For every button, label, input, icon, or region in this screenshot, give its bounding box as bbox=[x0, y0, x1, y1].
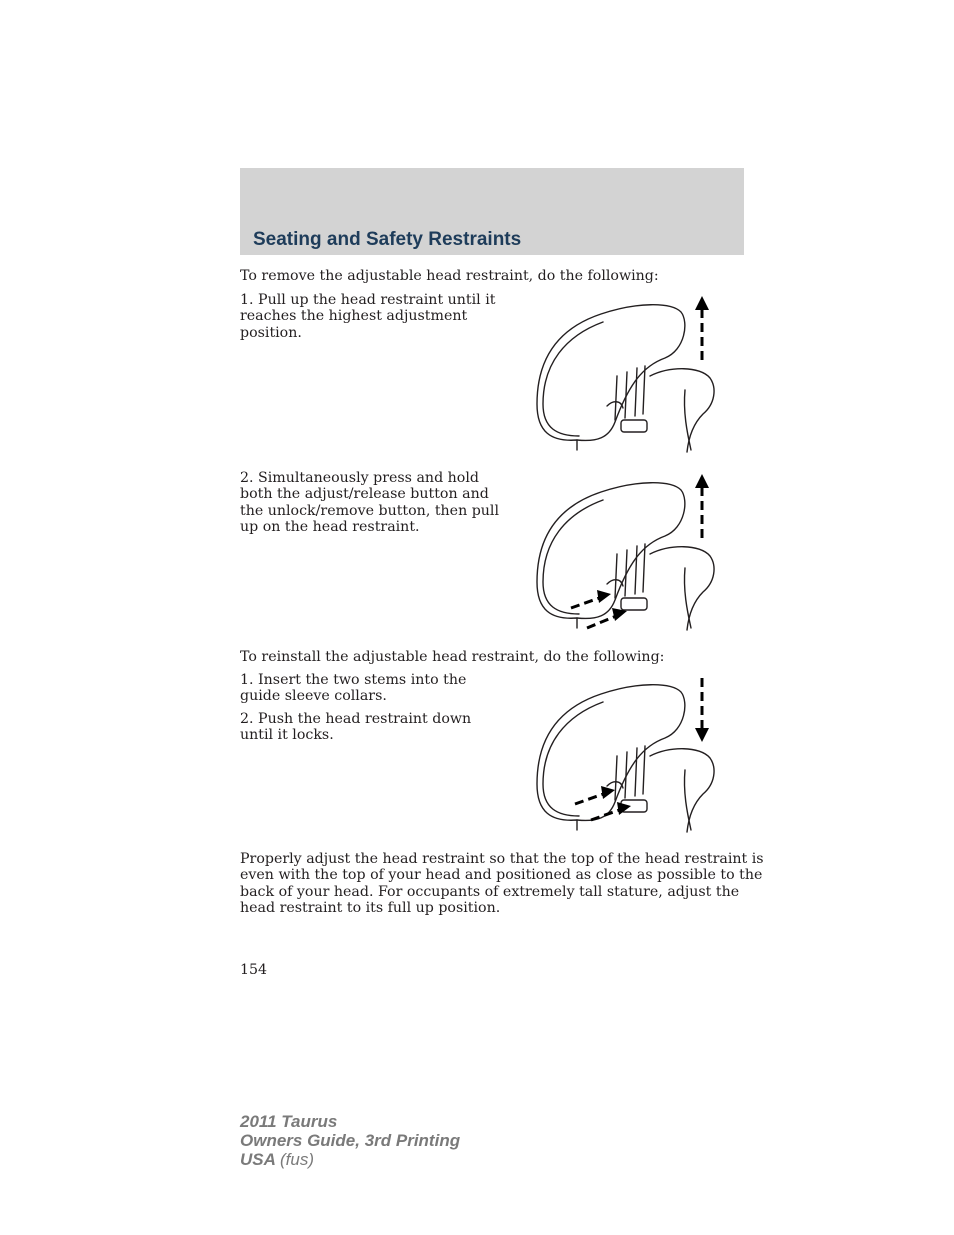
reinstall-step-2-line: 2. Push the head restraint down bbox=[240, 711, 472, 727]
document-footer bbox=[240, 1112, 460, 1169]
reinstall-step-2 bbox=[240, 711, 471, 744]
advice-line: even with the top of your head and positioned as close as possible to the bbox=[240, 867, 763, 884]
head-restraint-outline bbox=[537, 483, 685, 619]
figure-push-down-head-restraint bbox=[525, 676, 725, 836]
seatback-edge bbox=[684, 770, 691, 830]
remove-step-1-line: reaches the highest adjustment bbox=[240, 308, 468, 325]
seatback-outline bbox=[650, 547, 714, 630]
advice-line: head restraint to its full up position. bbox=[240, 900, 501, 917]
reinstall-step-2-line: until it locks. bbox=[240, 727, 334, 744]
remove-step-2-line: up on the head restraint. bbox=[240, 519, 420, 536]
remove-step-1-line: position. bbox=[240, 324, 302, 341]
head-restraint-inner bbox=[543, 322, 603, 436]
release-button bbox=[621, 598, 647, 610]
footer-model: 2011 Taurus bbox=[240, 1112, 338, 1131]
footer-market-region: USA bbox=[240, 1150, 276, 1169]
stem-rear bbox=[635, 746, 645, 796]
adjustment-advice bbox=[240, 851, 764, 917]
footer-market bbox=[240, 1150, 460, 1169]
advice-line: Properly adjust the head restraint so that the top of the head restraint is bbox=[240, 851, 764, 867]
remove-step-2-line: both the adjust/release button and bbox=[240, 486, 489, 503]
reinstall-step-1-line: 1. Insert the two stems into the bbox=[240, 672, 467, 688]
footer-edition: Owners Guide, 3rd Printing bbox=[240, 1131, 461, 1150]
head-restraint-outline bbox=[537, 305, 685, 441]
head-restraint-inner bbox=[543, 500, 603, 614]
stem-rear bbox=[635, 544, 645, 594]
footer-market-code: (fus) bbox=[280, 1150, 314, 1169]
page-number: 154 bbox=[240, 962, 268, 978]
seatback-outline bbox=[650, 749, 714, 832]
head-restraint-inner bbox=[543, 702, 603, 816]
head-restraint-outline bbox=[537, 685, 685, 821]
remove-step-2-line: 2. Simultaneously press and hold bbox=[240, 470, 479, 486]
stem-rear bbox=[635, 366, 645, 416]
seatback-edge bbox=[684, 568, 691, 628]
figure-pull-up-head-restraint bbox=[525, 296, 725, 456]
advice-line: back of your head. For occupants of extremely tall stature, adjust the bbox=[240, 883, 740, 900]
release-button bbox=[621, 420, 647, 432]
stem-front bbox=[615, 550, 627, 598]
remove-step-1-line: 1. Pull up the head restraint until it bbox=[240, 292, 496, 308]
remove-step-2-line: the unlock/remove button, then pull bbox=[240, 502, 500, 519]
reinstall-step-1 bbox=[240, 672, 466, 705]
stem-front bbox=[615, 752, 627, 800]
section-title: Seating and Safety Restraints bbox=[253, 229, 522, 250]
seatback-outline bbox=[650, 369, 714, 452]
reinstall-intro: To reinstall the adjustable head restraint, do the following: bbox=[240, 649, 665, 665]
reinstall-step-1-line: guide sleeve collars. bbox=[240, 688, 387, 705]
seatback-edge bbox=[684, 390, 691, 450]
remove-intro: To remove the adjustable head restraint, do the following: bbox=[240, 268, 659, 284]
remove-step-2 bbox=[240, 470, 499, 536]
remove-step-1 bbox=[240, 292, 495, 341]
stem-front bbox=[615, 372, 627, 420]
figure-press-buttons-pull-up bbox=[525, 474, 725, 634]
